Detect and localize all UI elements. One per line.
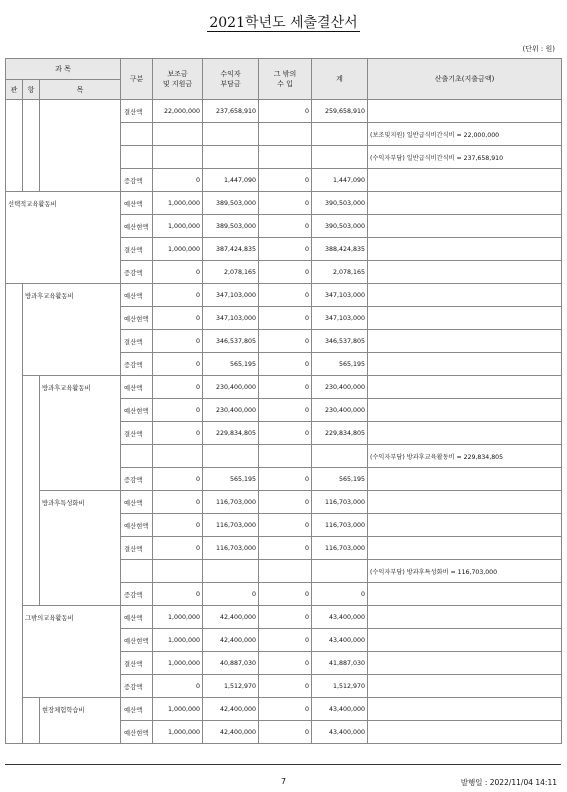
total-cell: 1,512,970 xyxy=(312,675,368,698)
other-income-cell xyxy=(259,146,312,169)
issued-date: 발행일 : 2022/11/04 14:11 xyxy=(460,778,557,787)
beneficiary-cell: 40,887,030 xyxy=(203,652,259,675)
subsidy-cell: 1,000,000 xyxy=(153,606,203,629)
beneficiary-cell xyxy=(203,146,259,169)
subsidy-cell: 0 xyxy=(153,307,203,330)
beneficiary-cell: 565,195 xyxy=(203,468,259,491)
basis-cell xyxy=(368,537,562,560)
unit-label: (단위 : 원) xyxy=(522,45,555,53)
subsidy-cell: 0 xyxy=(153,353,203,376)
item-name: 방과후교육활동비 xyxy=(40,376,121,491)
other-income-cell: 0 xyxy=(259,422,312,445)
gubun-cell: 증감액 xyxy=(121,675,153,698)
total-cell xyxy=(312,123,368,146)
basis-cell xyxy=(368,514,562,537)
subsidy-cell: 1,000,000 xyxy=(153,215,203,238)
beneficiary-cell: 1,447,090 xyxy=(203,169,259,192)
subsidy-cell: 1,000,000 xyxy=(153,192,203,215)
beneficiary-cell: 346,537,805 xyxy=(203,330,259,353)
table-row xyxy=(6,698,562,721)
other-income-cell: 0 xyxy=(259,698,312,721)
subsidy-cell: 0 xyxy=(153,376,203,399)
header-gwamok: 과 목 xyxy=(6,59,121,80)
subsidy-cell xyxy=(153,445,203,468)
subsidy-cell: 0 xyxy=(153,169,203,192)
subsidy-cell: 0 xyxy=(153,422,203,445)
subsidy-cell: 0 xyxy=(153,514,203,537)
basis-cell xyxy=(368,675,562,698)
other-income-cell xyxy=(259,560,312,583)
subsidy-cell: 0 xyxy=(153,675,203,698)
other-income-cell: 0 xyxy=(259,514,312,537)
basis-cell xyxy=(368,652,562,675)
header-total: 계 xyxy=(312,59,368,100)
other-income-cell: 0 xyxy=(259,353,312,376)
total-cell xyxy=(312,560,368,583)
other-income-cell: 0 xyxy=(259,376,312,399)
beneficiary-cell: 0 xyxy=(203,583,259,606)
subsidy-cell: 1,000,000 xyxy=(153,698,203,721)
gubun-cell xyxy=(121,146,153,169)
gubun-cell: 예산액 xyxy=(121,376,153,399)
item-name: 현장체험학습비 xyxy=(40,698,121,744)
gubun-cell: 예산액 xyxy=(121,192,153,215)
basis-cell xyxy=(368,376,562,399)
gubun-cell: 증감액 xyxy=(121,169,153,192)
subsidy-cell: 0 xyxy=(153,399,203,422)
hierarchy-blank-cell xyxy=(23,376,40,606)
item-name: 방과후교육활동비 xyxy=(23,284,121,376)
gubun-cell xyxy=(121,123,153,146)
gubun-cell: 예산액 xyxy=(121,606,153,629)
gubun-cell: 예산현액 xyxy=(121,307,153,330)
basis-cell xyxy=(368,583,562,606)
expenditure-table xyxy=(5,58,562,744)
subsidy-cell: 22,000,000 xyxy=(153,100,203,123)
beneficiary-cell: 42,400,000 xyxy=(203,698,259,721)
hierarchy-blank-cell xyxy=(23,698,40,744)
table-row xyxy=(6,606,562,629)
beneficiary-cell: 565,195 xyxy=(203,353,259,376)
total-cell: 116,703,000 xyxy=(312,537,368,560)
page-title: 2021학년도 세출결산서 xyxy=(209,15,358,31)
subsidy-cell: 0 xyxy=(153,537,203,560)
basis-cell: (수익자부담) 방과후특성화비 = 116,703,000 xyxy=(368,560,562,583)
total-cell: 565,195 xyxy=(312,353,368,376)
basis-cell: (수익자부담) 일반급식비간식비 = 237,658,910 xyxy=(368,146,562,169)
other-income-cell: 0 xyxy=(259,399,312,422)
item-name: 방과후특성화비 xyxy=(40,491,121,606)
gubun-cell: 증감액 xyxy=(121,468,153,491)
other-income-cell xyxy=(259,123,312,146)
table-row xyxy=(6,376,562,399)
gubun-cell xyxy=(121,445,153,468)
basis-cell xyxy=(368,330,562,353)
beneficiary-cell: 230,400,000 xyxy=(203,376,259,399)
beneficiary-cell: 42,400,000 xyxy=(203,721,259,744)
basis-cell xyxy=(368,284,562,307)
basis-cell xyxy=(368,215,562,238)
basis-cell xyxy=(368,169,562,192)
other-income-cell: 0 xyxy=(259,238,312,261)
basis-cell xyxy=(368,238,562,261)
beneficiary-cell: 116,703,000 xyxy=(203,514,259,537)
total-cell: 43,400,000 xyxy=(312,698,368,721)
total-cell xyxy=(312,146,368,169)
total-cell: 41,887,030 xyxy=(312,652,368,675)
subsidy-cell: 0 xyxy=(153,491,203,514)
gubun-cell: 예산현액 xyxy=(121,215,153,238)
hierarchy-blank-cell xyxy=(40,100,121,192)
basis-cell xyxy=(368,261,562,284)
gubun-cell: 결산액 xyxy=(121,238,153,261)
subsidy-cell xyxy=(153,146,203,169)
basis-cell xyxy=(368,491,562,514)
gubun-cell: 증감액 xyxy=(121,583,153,606)
gubun-cell: 증감액 xyxy=(121,261,153,284)
other-income-cell: 0 xyxy=(259,330,312,353)
basis-cell xyxy=(368,629,562,652)
subsidy-cell xyxy=(153,123,203,146)
gubun-cell: 결산액 xyxy=(121,330,153,353)
gubun-cell: 증감액 xyxy=(121,353,153,376)
beneficiary-cell: 229,834,805 xyxy=(203,422,259,445)
basis-cell xyxy=(368,468,562,491)
gubun-cell: 예산액 xyxy=(121,491,153,514)
other-income-cell: 0 xyxy=(259,468,312,491)
hierarchy-blank-cell xyxy=(6,284,23,744)
total-cell: 565,195 xyxy=(312,468,368,491)
beneficiary-cell: 389,503,000 xyxy=(203,192,259,215)
beneficiary-cell: 42,400,000 xyxy=(203,629,259,652)
other-income-cell: 0 xyxy=(259,537,312,560)
basis-cell xyxy=(368,721,562,744)
basis-cell xyxy=(368,307,562,330)
basis-cell xyxy=(368,100,562,123)
header-other: 그 밖의 수 입 xyxy=(259,59,312,100)
gubun-cell xyxy=(121,560,153,583)
other-income-cell: 0 xyxy=(259,675,312,698)
item-name: 그밖의교육활동비 xyxy=(23,606,121,698)
subsidy-cell: 0 xyxy=(153,468,203,491)
total-cell: 390,503,000 xyxy=(312,192,368,215)
basis-cell xyxy=(368,399,562,422)
total-cell: 346,537,805 xyxy=(312,330,368,353)
beneficiary-cell xyxy=(203,445,259,468)
header-gubun: 구분 xyxy=(121,59,153,100)
gubun-cell: 결산액 xyxy=(121,652,153,675)
total-cell: 116,703,000 xyxy=(312,514,368,537)
beneficiary-cell: 2,078,165 xyxy=(203,261,259,284)
basis-cell: (보조및지원) 일반급식비간식비 = 22,000,000 xyxy=(368,123,562,146)
subsidy-cell: 0 xyxy=(153,583,203,606)
subsidy-cell: 0 xyxy=(153,330,203,353)
subsidy-cell: 0 xyxy=(153,284,203,307)
gubun-cell: 결산액 xyxy=(121,422,153,445)
total-cell: 259,658,910 xyxy=(312,100,368,123)
beneficiary-cell: 387,424,835 xyxy=(203,238,259,261)
header-basis: 산출기초(지출금액) xyxy=(368,59,562,100)
subsidy-cell: 1,000,000 xyxy=(153,721,203,744)
header-suik: 수익자 부담금 xyxy=(203,59,259,100)
other-income-cell: 0 xyxy=(259,192,312,215)
other-income-cell: 0 xyxy=(259,721,312,744)
total-cell: 230,400,000 xyxy=(312,376,368,399)
beneficiary-cell: 230,400,000 xyxy=(203,399,259,422)
beneficiary-cell: 116,703,000 xyxy=(203,491,259,514)
total-cell: 116,703,000 xyxy=(312,491,368,514)
beneficiary-cell: 116,703,000 xyxy=(203,537,259,560)
table-row xyxy=(6,192,562,215)
other-income-cell: 0 xyxy=(259,652,312,675)
basis-cell xyxy=(368,606,562,629)
subsidy-cell: 0 xyxy=(153,261,203,284)
total-cell: 229,834,805 xyxy=(312,422,368,445)
total-cell: 43,400,000 xyxy=(312,629,368,652)
header-gwan: 관 xyxy=(6,80,23,100)
other-income-cell: 0 xyxy=(259,583,312,606)
other-income-cell: 0 xyxy=(259,491,312,514)
basis-cell xyxy=(368,698,562,721)
subsidy-cell: 1,000,000 xyxy=(153,238,203,261)
table-row xyxy=(6,491,562,514)
header-bojo: 보조금 및 지원금 xyxy=(153,59,203,100)
gubun-cell: 예산현액 xyxy=(121,629,153,652)
subsidy-cell: 1,000,000 xyxy=(153,652,203,675)
beneficiary-cell: 347,103,000 xyxy=(203,284,259,307)
subsidy-cell xyxy=(153,560,203,583)
beneficiary-cell xyxy=(203,123,259,146)
gubun-cell: 예산현액 xyxy=(121,399,153,422)
total-cell: 347,103,000 xyxy=(312,284,368,307)
beneficiary-cell: 237,658,910 xyxy=(203,100,259,123)
gubun-cell: 결산액 xyxy=(121,100,153,123)
beneficiary-cell: 1,512,970 xyxy=(203,675,259,698)
header-hang: 항 xyxy=(23,80,40,100)
other-income-cell: 0 xyxy=(259,307,312,330)
other-income-cell: 0 xyxy=(259,261,312,284)
gubun-cell: 예산액 xyxy=(121,284,153,307)
hierarchy-blank-cell xyxy=(23,100,40,192)
total-cell: 347,103,000 xyxy=(312,307,368,330)
total-cell: 43,400,000 xyxy=(312,606,368,629)
beneficiary-cell xyxy=(203,560,259,583)
other-income-cell: 0 xyxy=(259,629,312,652)
beneficiary-cell: 347,103,000 xyxy=(203,307,259,330)
total-cell: 2,078,165 xyxy=(312,261,368,284)
other-income-cell: 0 xyxy=(259,284,312,307)
gubun-cell: 예산현액 xyxy=(121,514,153,537)
other-income-cell: 0 xyxy=(259,100,312,123)
other-income-cell xyxy=(259,445,312,468)
basis-cell: (수익자부담) 방과후교육활동비 = 229,834,805 xyxy=(368,445,562,468)
footer-divider xyxy=(5,764,561,765)
gubun-cell: 예산현액 xyxy=(121,721,153,744)
gubun-cell: 결산액 xyxy=(121,537,153,560)
total-cell: 390,503,000 xyxy=(312,215,368,238)
total-cell: 1,447,090 xyxy=(312,169,368,192)
subsidy-cell: 1,000,000 xyxy=(153,629,203,652)
table-row xyxy=(6,100,562,123)
total-cell: 0 xyxy=(312,583,368,606)
item-name: 선택적교육활동비 xyxy=(6,192,121,284)
hierarchy-blank-cell xyxy=(6,100,23,192)
other-income-cell: 0 xyxy=(259,215,312,238)
total-cell: 388,424,835 xyxy=(312,238,368,261)
beneficiary-cell: 42,400,000 xyxy=(203,606,259,629)
other-income-cell: 0 xyxy=(259,606,312,629)
total-cell: 230,400,000 xyxy=(312,399,368,422)
header-mok: 목 xyxy=(40,80,121,100)
total-cell: 43,400,000 xyxy=(312,721,368,744)
other-income-cell: 0 xyxy=(259,169,312,192)
basis-cell xyxy=(368,192,562,215)
beneficiary-cell: 389,503,000 xyxy=(203,215,259,238)
basis-cell xyxy=(368,353,562,376)
total-cell xyxy=(312,445,368,468)
gubun-cell: 예산액 xyxy=(121,698,153,721)
page-number: 7 xyxy=(280,777,287,786)
basis-cell xyxy=(368,422,562,445)
table-row xyxy=(6,284,562,307)
